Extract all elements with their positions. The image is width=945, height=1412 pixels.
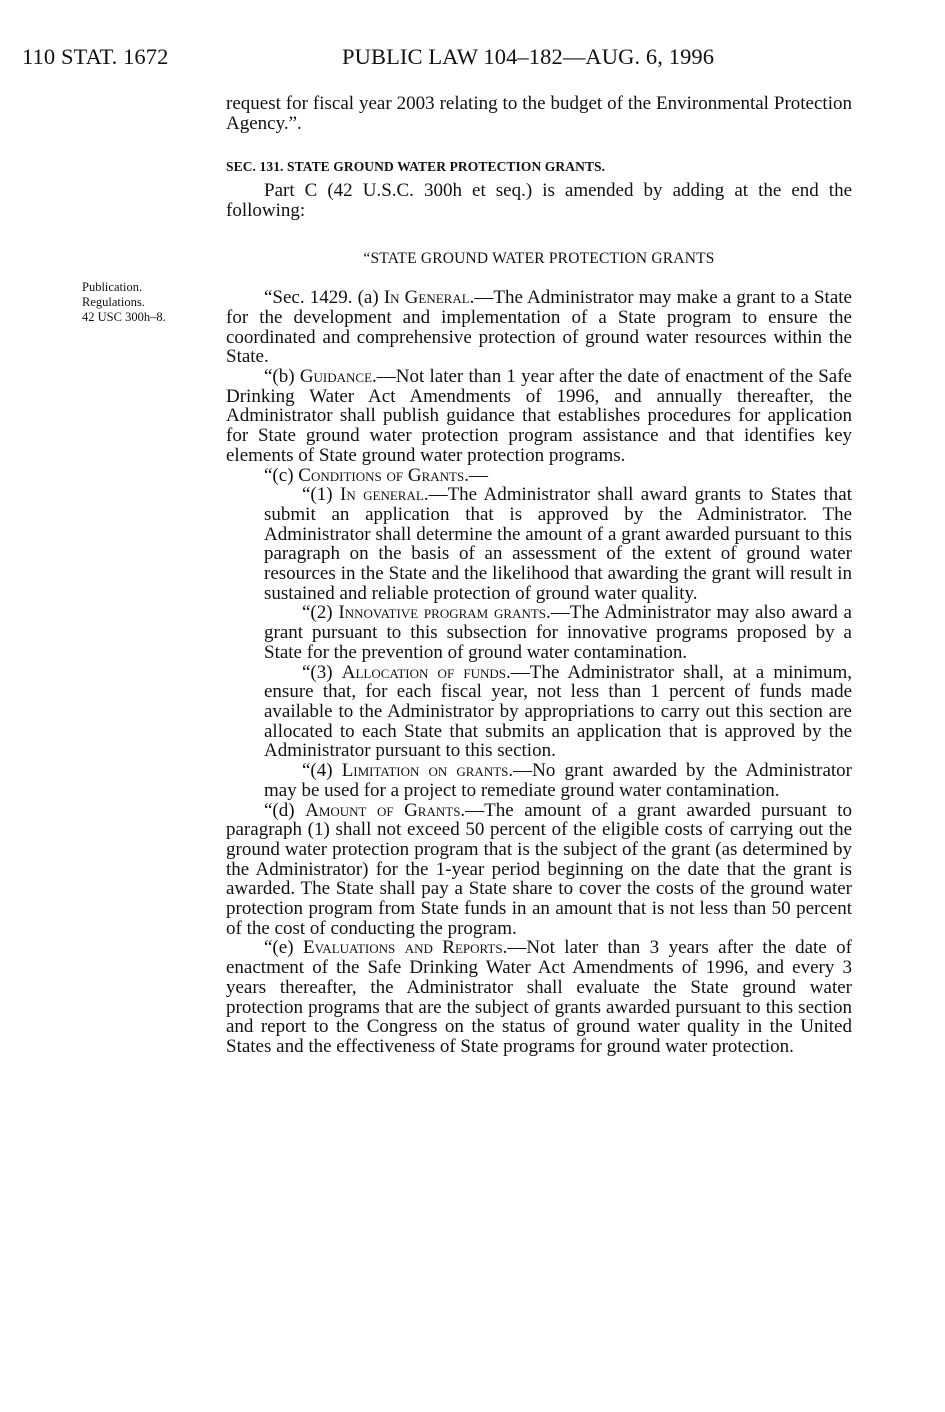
section-heading: SEC. 131. STATE GROUND WATER PROTECTION GRANTS. [226,159,606,175]
subsection-e-text: .—Not later than 3 years after the date of enactment of the Safe Drinking Water Act Amendments of 1996, and every 3 years thereafter, the Administrator shall evaluate the State ground water protection programs that are the subject of grants awarded pursuant to this section and report to the Congress on the status of ground water quality in the United States and the effectiveness of State programs for ground water protection. [226,937,852,1057]
paragraph-c1-lead: “(1) [302,484,341,506]
subsection-a [226,288,852,367]
public-law-citation: PUBLIC LAW 104–182—AUG. 6, 1996 [342,44,715,69]
margin-note-publication: Publication. [82,280,143,294]
subsection-a-heading: In General [383,287,470,309]
paragraph-c3-heading: Allocation of funds [341,661,506,683]
subsection-b [226,367,852,466]
paragraph-c3 [226,663,852,762]
subsection-c [226,466,852,486]
inserted-section-title: “STATE GROUND WATER PROTECTION GRANTS [363,249,715,267]
subsection-a-text: .—The Administrator may make a grant to a State for the development and implementation of a State program to ensure the coordinated and comprehensive protection of ground water resources within the State. [226,287,852,368]
margin-note-regulations: Regulations. [82,295,145,309]
subsection-e-lead: “(e) [264,937,303,959]
paragraph-c1 [226,485,852,603]
paragraph-c1-text: .—The Administrator shall award grants to States that submit an application that is approved by the Administrator. The Administrator shall determine the amount of a grant awarded pursuant to this paragraph on the basis of an assessment of the extent of ground water resources in the State and the likelihood that awarding the grant will result in sustained and reliable protection of ground water quality. [264,484,852,604]
subsection-e [226,938,852,1056]
subsection-d-text: .—The amount of a grant awarded pursuant to paragraph (1) shall not exceed 50 percent of the eligible costs of carrying out the ground water protection program that is the subject of the grant (as determined by the Administrator) for the 1-year period beginning on the date that the grant is awarded. The State shall pay a State share to cover the costs of the ground water protection program from State funds in an amount that is not less than 50 percent of the cost of conducting the program. [226,799,853,939]
margin-notes [82,280,166,325]
paragraph-c2-text: .—The Administrator may also award a grant pursuant to this subsection for innovative programs proposed by a State for the prevention of ground water contamination. [264,602,852,663]
subsection-c-text: .— [464,464,488,486]
statute-page-number: 110 STAT. 1672 [22,44,169,69]
subsection-e-heading: Evaluations and Reports [302,937,503,959]
margin-note-usc: 42 USC 300h–8. [82,310,166,324]
subsection-d [226,801,852,939]
subsection-b-heading: Guidance [299,366,373,388]
paragraph-c3-lead: “(3) [302,661,342,683]
paragraph-c2-lead: “(2) [302,602,339,624]
paragraph-c4-lead: “(4) [302,760,342,782]
subsection-c-heading: Conditions of Grants [298,464,465,486]
subsection-c-lead: “(c) [264,464,299,486]
subsection-a-lead: “Sec. 1429. (a) [264,287,384,309]
paragraph-c4-heading: Limitation on grants [341,760,509,782]
document-body [226,94,852,1057]
paragraph-c3-text: .—The Administrator shall, at a minimum, ensure that, for each fiscal year, not less than 1 percent of funds made available to the Administrator by appropriations to carry out this section are allocated to each State that submits an application that is approved by the Administrator pursuant to this section. [264,661,853,762]
subsection-d-lead: “(d) [264,799,306,821]
amendment-paragraph: Part C (42 U.S.C. 300h et seq.) is amended by adding at the end the following: [226,180,852,221]
subsection-d-heading: Amount of Grants [305,799,461,821]
paragraph-c2 [226,603,852,662]
paragraph-c4-text: .—No grant awarded by the Administrator may be used for a project to remediate ground water contamination. [264,760,852,801]
paragraph-c4 [226,761,852,800]
paragraph-c1-heading: In general [340,484,424,506]
subsection-b-lead: “(b) [264,366,300,388]
intro-paragraph: request for fiscal year 2003 relating to the budget of the Environmental Protection Agency.”. [226,93,852,134]
subsection-b-text: .—Not later than 1 year after the date of enactment of the Safe Drinking Water Act Amendments of 1996, and annually thereafter, the Administrator shall publish guidance that establishes procedures for application for State ground water protection program assistance and that identifies key elements of State ground water protection programs. [226,366,852,466]
paragraph-c2-heading: Innovative program grants [338,602,547,624]
